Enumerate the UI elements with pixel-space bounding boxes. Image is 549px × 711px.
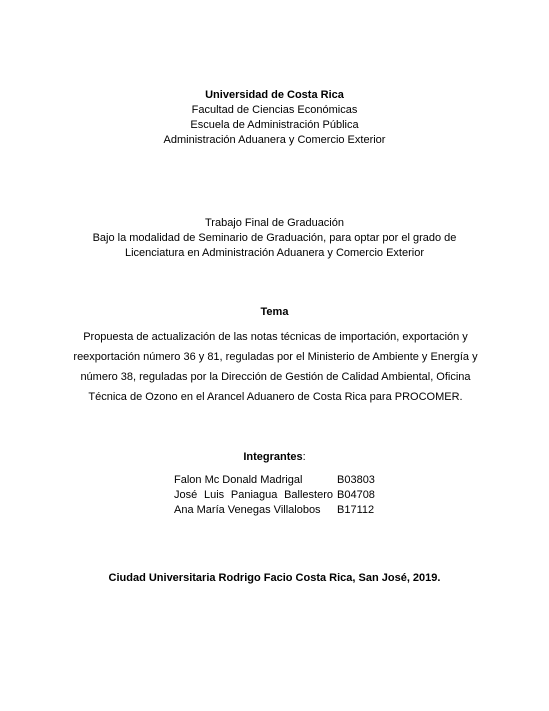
member-id: B03803 bbox=[337, 474, 375, 486]
members-heading bbox=[0, 449, 549, 465]
modality-line-1: Bajo la modalidad de Seminario de Graduación, para optar por el grado de bbox=[92, 232, 457, 244]
modality-line-2: Licenciatura en Administración Aduanera y Comercio Exterior bbox=[125, 247, 424, 259]
members-heading-label: Integrantes bbox=[243, 451, 303, 463]
member-name: Falon Mc Donald Madrigal bbox=[174, 474, 303, 486]
member-name: José Luis Paniagua Ballestero bbox=[174, 489, 333, 501]
place-date: Ciudad Universitaria Rodrigo Facio Costa Rica, San José, 2019. bbox=[108, 572, 441, 584]
member-row bbox=[174, 472, 375, 488]
member-name: Ana María Venegas Villalobos bbox=[174, 504, 321, 516]
member-id: B17112 bbox=[337, 504, 375, 516]
topic-heading: Tema bbox=[260, 306, 289, 318]
program-name: Administración Aduanera y Comercio Exterior bbox=[163, 134, 386, 146]
member-row bbox=[174, 502, 374, 518]
member-row bbox=[174, 487, 375, 503]
faculty-name: Facultad de Ciencias Económicas bbox=[191, 104, 358, 116]
members-heading-colon: : bbox=[302, 451, 306, 463]
work-type: Trabajo Final de Graduación bbox=[204, 217, 344, 229]
topic-text: Propuesta de actualización de las notas técnicas de importación, exportación y reexportación número 36 y 81, reguladas por el Ministerio de Ambiente y Energía y número 38, reguladas por la Dirección de Gestión de Calidad Ambiental, Oficina Técnica de Ozono en el Arancel Aduanero de Costa Rica para PROCOMER. bbox=[73, 331, 478, 403]
university-name: Universidad de Costa Rica bbox=[205, 89, 344, 101]
member-id: B04708 bbox=[337, 489, 375, 501]
school-name: Escuela de Administración Pública bbox=[190, 119, 359, 131]
